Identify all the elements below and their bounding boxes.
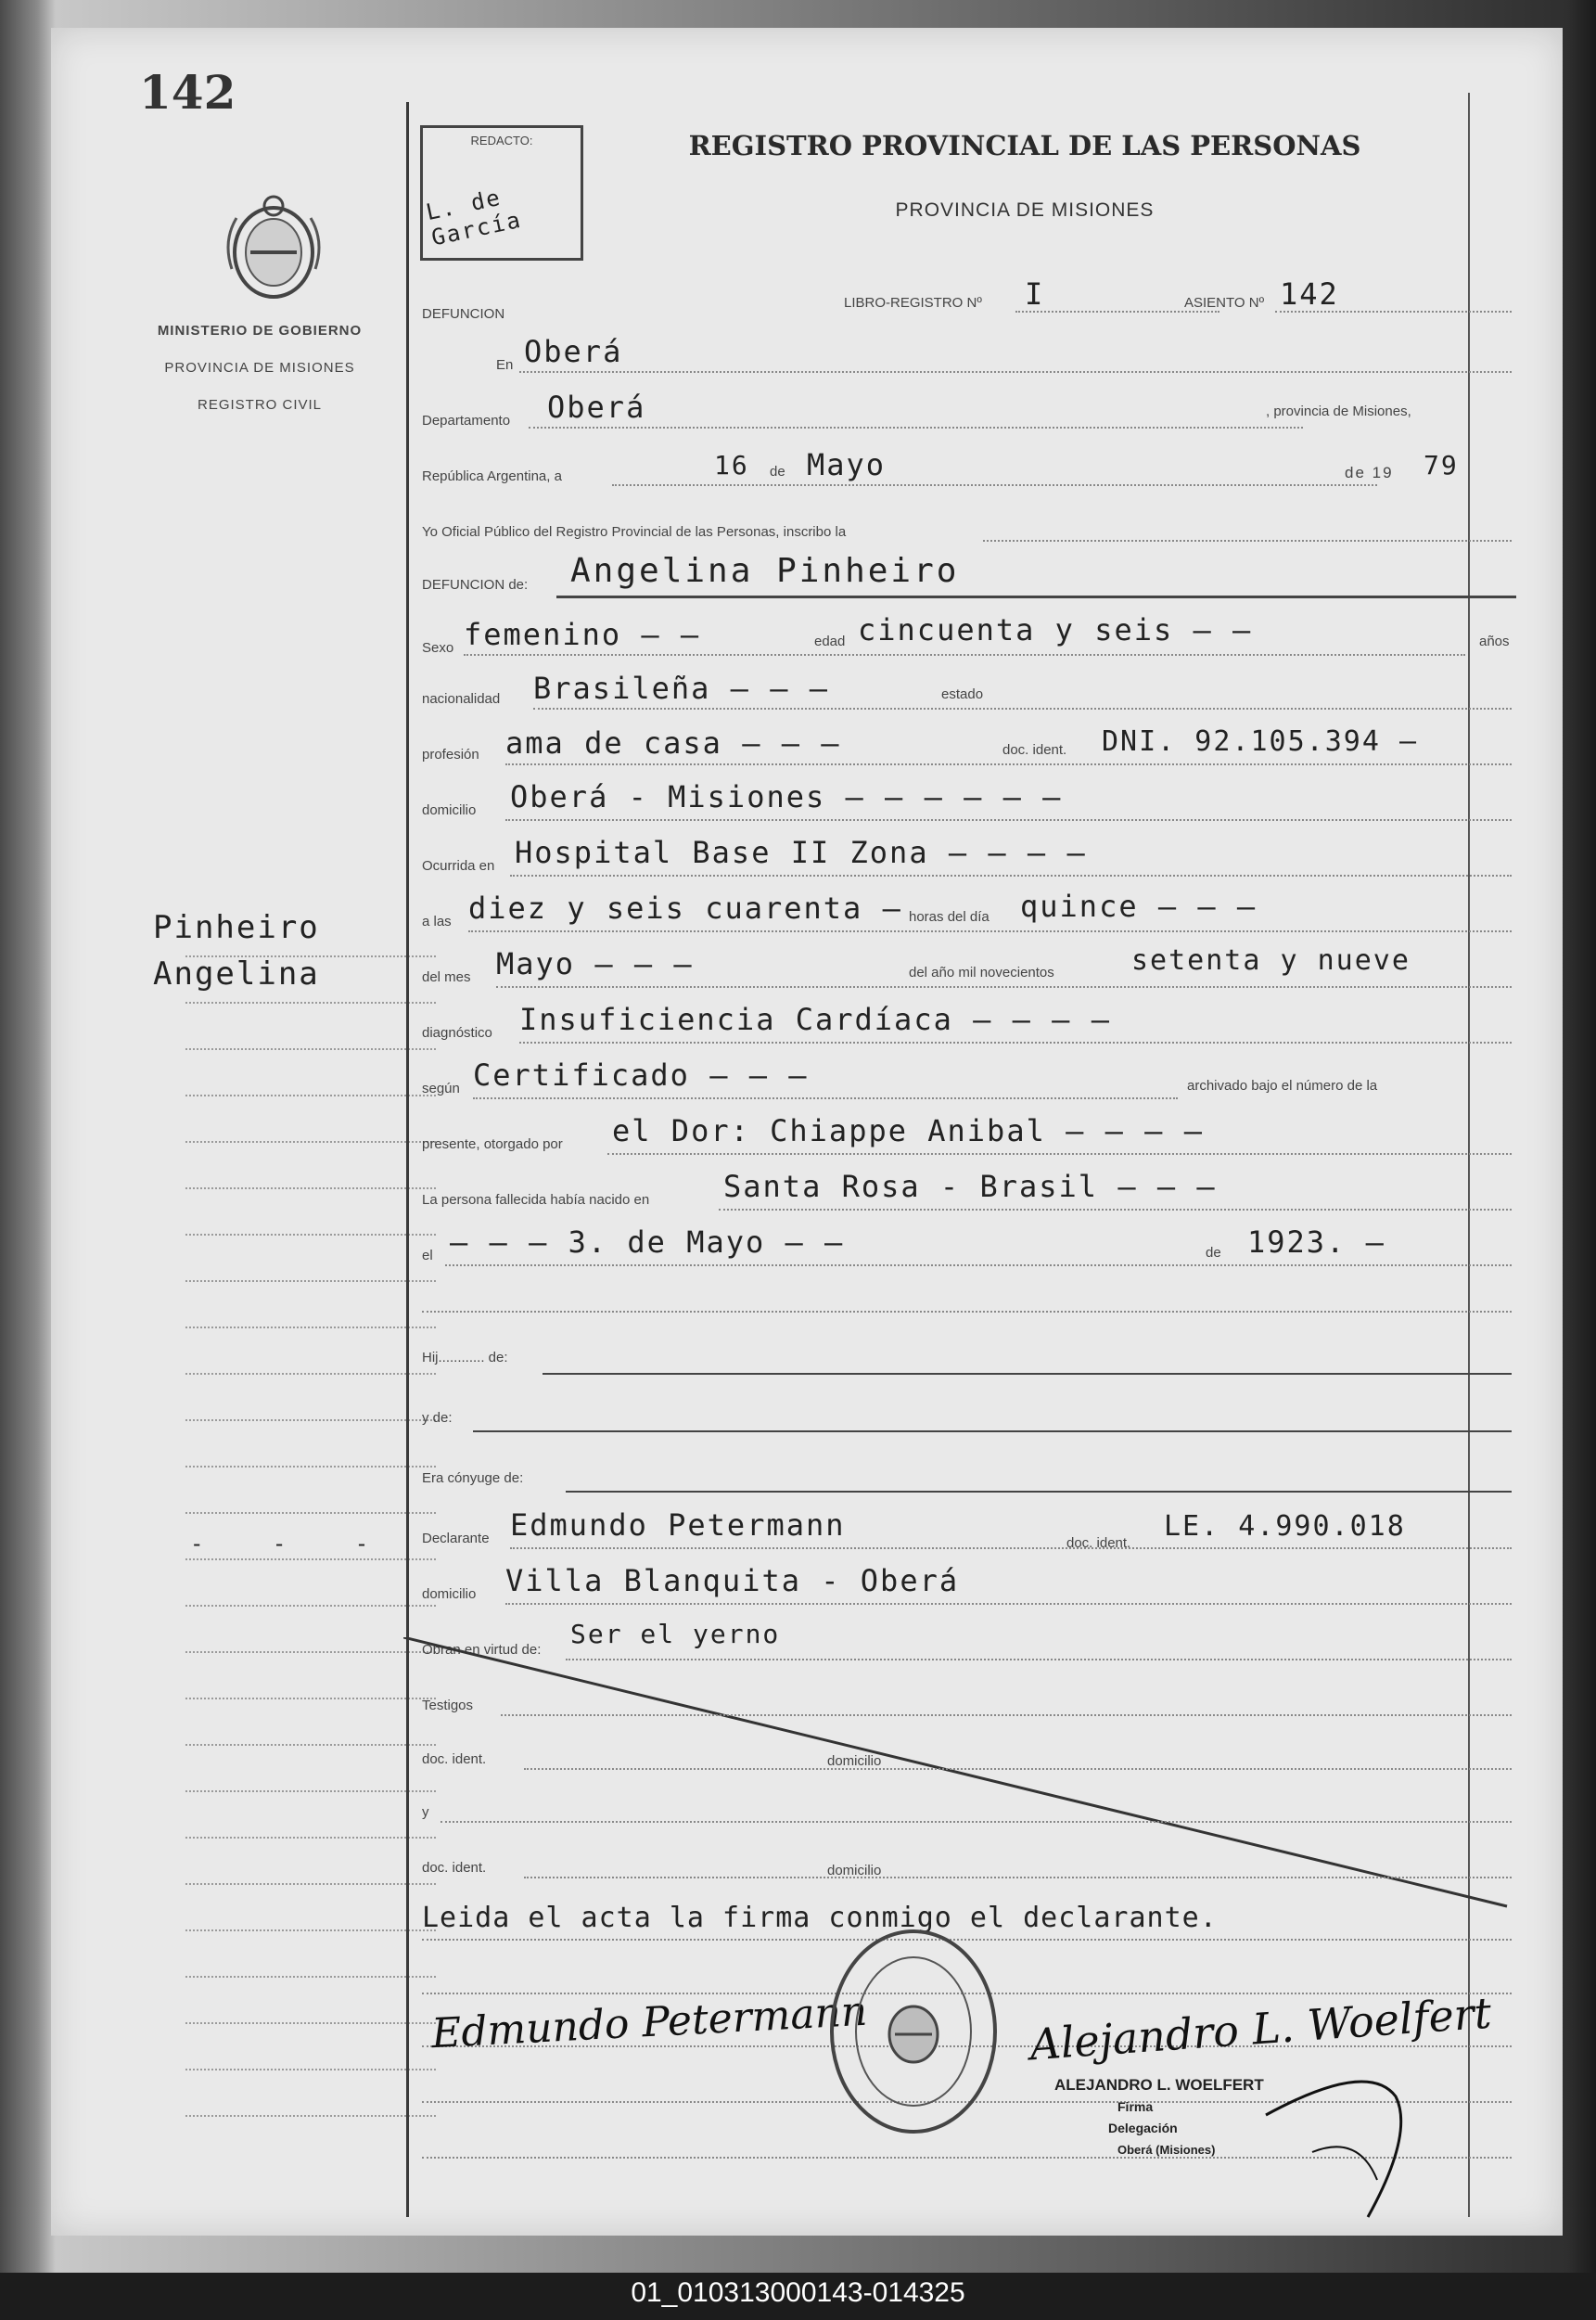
sexo-value: femenino — — — [464, 617, 701, 652]
cancel-diagonal — [403, 1637, 1516, 1916]
nacido-value: Santa Rosa - Brasil — — — — [723, 1169, 1217, 1204]
nacido-label: La persona fallecida había nacido en — [422, 1192, 650, 1208]
doc-ident-value: DNI. 92.105.394 — — [1102, 725, 1419, 758]
defuncion-de-label: DEFUNCION de: — [422, 577, 529, 593]
anio-mil-label: del año mil novecientos — [909, 965, 1054, 981]
sexo-label: Sexo — [422, 640, 454, 656]
del-mes-value: Mayo — — — — [496, 946, 694, 981]
signature-flourish — [1257, 2041, 1442, 2226]
a-las-label: a las — [422, 914, 452, 929]
horas-value: quince — — — — [1020, 889, 1258, 924]
official-role: Firma — [1117, 2099, 1154, 2114]
domicilio-value: Oberá - Misiones — — — — — — — [510, 779, 1063, 814]
doc-ident-label: doc. ident. — [1002, 742, 1067, 758]
margin-note-dashes: - - - — [190, 1531, 397, 1557]
fecha-dia: 16 — [714, 450, 749, 481]
decl-domicilio-value: Villa Blanquita - Oberá — [505, 1563, 960, 1598]
presente-label: presente, otorgado por — [422, 1136, 563, 1152]
ocurrida-label: Ocurrida en — [422, 858, 495, 874]
fecha-anio-label: de 19 — [1345, 464, 1394, 481]
domicilio-1-label: domicilio — [827, 1753, 882, 1769]
el-de-label: de — [1206, 1245, 1221, 1261]
page-number: 142 — [139, 65, 236, 120]
fecha-anio-value: 79 — [1424, 450, 1459, 481]
y-de-label: y de: — [422, 1410, 453, 1426]
archivado-label: archivado bajo el número de la — [1187, 1078, 1378, 1094]
oficial-text: Yo Oficial Público del Registro Provincial de las Personas, inscribo la — [422, 524, 847, 540]
obran-value: Ser el yerno — [570, 1619, 781, 1649]
en-value: Oberá — [524, 334, 623, 369]
doc-ident-1-label: doc. ident. — [422, 1751, 487, 1767]
official-office: Delegación — [1108, 2121, 1178, 2135]
ministerio-label: MINISTERIO DE GOBIERNO — [157, 323, 363, 339]
conyuge-label: Era cónyuge de: — [422, 1470, 524, 1486]
departamento-label: Departamento — [422, 413, 511, 429]
defuncion-de-value: Angelina Pinheiro — [570, 552, 960, 590]
estado-label: estado — [941, 686, 984, 702]
republica-label: República Argentina, a — [422, 468, 562, 484]
redacto-signature: L. de García — [423, 184, 525, 251]
el-value: — — — 3. de Mayo — — — [450, 1224, 845, 1260]
image-id-caption: 01_010313000143-014325 — [631, 2277, 965, 2308]
declarante-signature: Edmundo Petermann — [429, 1987, 869, 2058]
nacionalidad-value: Brasileña — — — — [533, 671, 829, 706]
register-page — [51, 28, 1563, 2236]
fecha-mes: Mayo — [807, 447, 887, 482]
diagnostico-value: Insuficiencia Cardíaca — — — — — [519, 1002, 1111, 1037]
el-label: el — [422, 1248, 433, 1263]
asiento-value: 142 — [1280, 276, 1339, 312]
edad-value: cincuenta y seis — — — [858, 612, 1253, 647]
decl-doc-value: LE. 4.990.018 — [1164, 1510, 1406, 1543]
anios-label: años — [1479, 634, 1510, 649]
del-mes-label: del mes — [422, 969, 471, 985]
libro-value: I — [1025, 276, 1045, 312]
margin-note-surname: Pinheiro — [153, 909, 320, 946]
provincia-suffix: , provincia de Misiones, — [1266, 404, 1411, 419]
provincia-label: PROVINCIA DE MISIONES — [164, 360, 355, 376]
official-name: ALEJANDRO L. WOELFERT — [1054, 2076, 1264, 2094]
edad-label: edad — [814, 634, 846, 649]
presente-value: el Dor: Chiappe Anibal — — — — — [612, 1113, 1204, 1148]
registro-civil-label: REGISTRO CIVIL — [197, 397, 323, 413]
doc-ident-2-label: doc. ident. — [422, 1860, 487, 1876]
diagnostico-label: diagnóstico — [422, 1025, 492, 1041]
registry-seal-icon — [825, 1925, 1002, 2138]
decl-domicilio-label: domicilio — [422, 1586, 477, 1602]
segun-label: según — [422, 1081, 460, 1096]
declarante-value: Edmundo Petermann — [510, 1507, 846, 1543]
horas-label: horas del día — [909, 909, 990, 925]
ocurrida-value: Hospital Base II Zona — — — — — [515, 835, 1087, 870]
margin-note-name: Angelina — [153, 955, 320, 993]
el-anio-value: 1923. — — [1247, 1224, 1385, 1260]
y-label: y — [422, 1804, 429, 1820]
domicilio-label: domicilio — [422, 802, 477, 818]
leida-text: Leida el acta la firma conmigo el declarante. — [422, 1902, 1218, 1934]
fecha-de: de — [770, 464, 785, 480]
redacto-title: REDACTO: — [470, 134, 533, 147]
profesion-value: ama de casa — — — — [505, 725, 841, 761]
coat-of-arms-icon — [213, 186, 334, 306]
libro-label: LIBRO-REGISTRO Nº — [844, 295, 982, 311]
en-label: En — [496, 357, 514, 373]
domicilio-2-label: domicilio — [827, 1863, 882, 1878]
anio-mil-value: setenta y nueve — [1131, 944, 1411, 977]
official-signature: Alejandro L. Woelfert — [1028, 1987, 1493, 2070]
decl-doc-label: doc. ident. — [1066, 1535, 1131, 1551]
declarante-label: Declarante — [422, 1531, 490, 1546]
a-las-value: diez y seis cuarenta — — [468, 891, 902, 926]
official-place: Oberá (Misiones) — [1117, 2143, 1216, 2157]
segun-value: Certificado — — — — [473, 1057, 809, 1093]
departamento-value: Oberá — [547, 390, 646, 425]
obran-label: Obran en virtud de: — [422, 1642, 542, 1658]
profesion-label: profesión — [422, 747, 479, 763]
defuncion-label: DEFUNCION — [422, 306, 505, 322]
hij-label: Hij............ de: — [422, 1350, 508, 1365]
asiento-label: ASIENTO Nº — [1184, 295, 1265, 311]
registry-subtitle: PROVINCIA DE MISIONES — [895, 199, 1155, 221]
testigos-label: Testigos — [422, 1698, 474, 1713]
registry-title: REGISTRO PROVINCIAL DE LAS PERSONAS — [688, 130, 1361, 161]
nacionalidad-label: nacionalidad — [422, 691, 501, 707]
redacto-box — [420, 125, 583, 261]
